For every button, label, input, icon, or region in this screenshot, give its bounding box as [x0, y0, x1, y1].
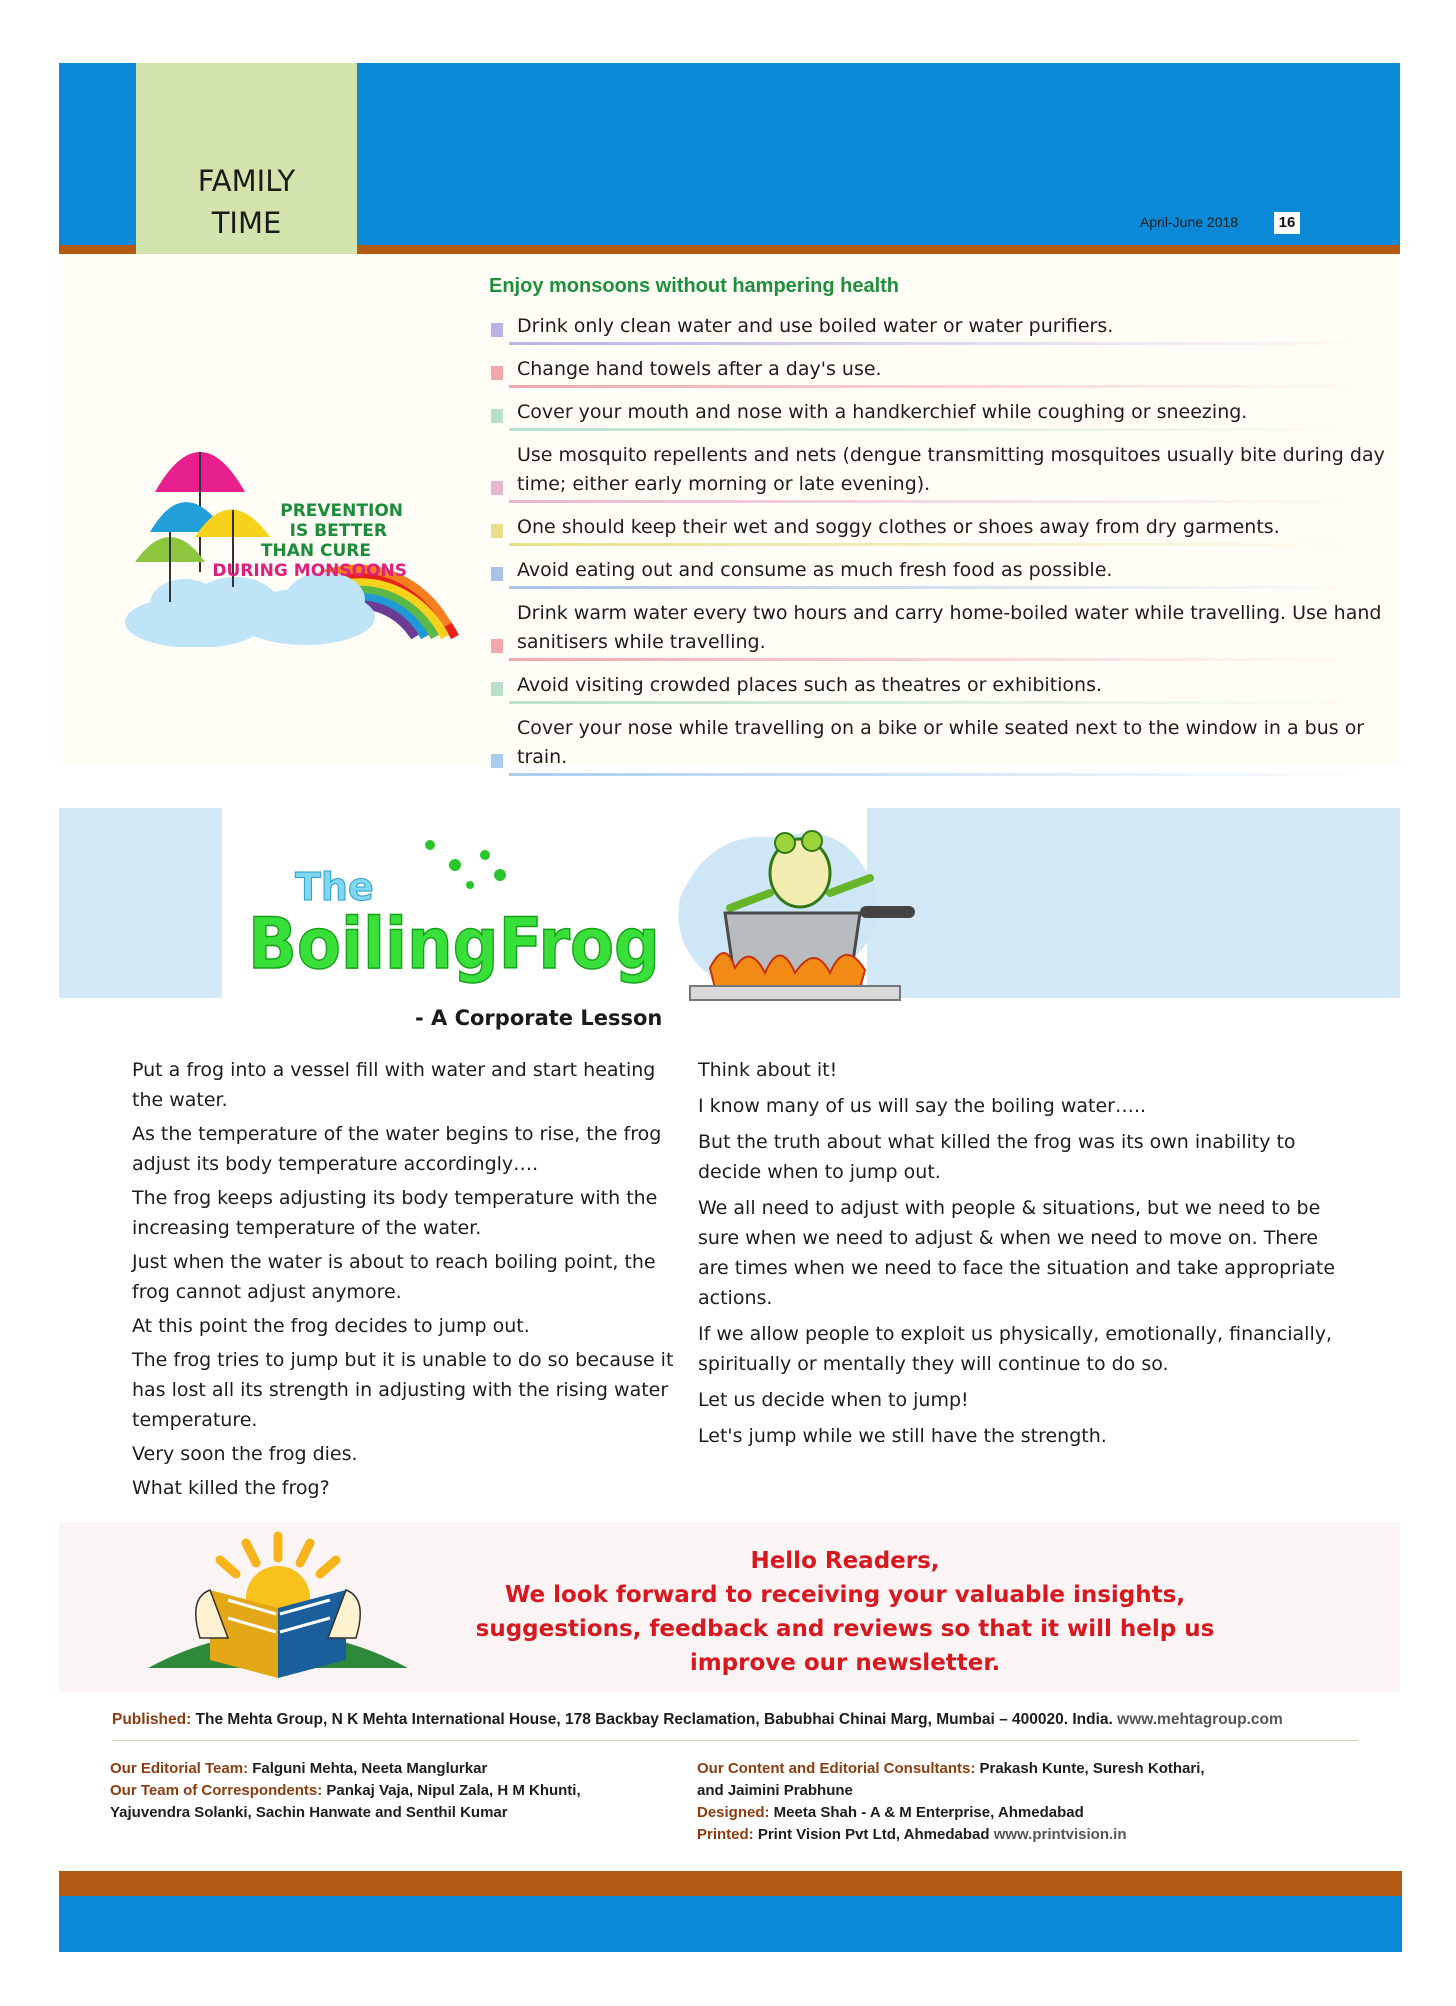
tip-text: Use mosquito repellents and nets (dengue transmitting mosquitoes usually bite during day time; either early morning or late evening).: [517, 444, 1385, 495]
story-paragraph: Put a frog into a vessel fill with water and start heating the water.: [132, 1059, 656, 1111]
page-number: 16: [1274, 212, 1300, 234]
footer-band: [59, 1896, 1402, 1952]
footer-accent-bar: [59, 1871, 1402, 1896]
frog-title-small: The: [295, 865, 374, 909]
story-paragraph: Let's jump while we still have the strength.: [698, 1425, 1107, 1447]
tip-text: Avoid eating out and consume as much fresh food as possible.: [517, 559, 1113, 581]
frog-in-pot-illustration: [670, 818, 920, 1008]
story-paragraph: But the truth about what killed the frog was its own inability to decide when to jump out.: [698, 1131, 1296, 1183]
tip-item: [489, 511, 1389, 546]
tip-item: [489, 712, 1389, 776]
tip-item: [489, 439, 1389, 503]
story-paragraph: The frog tries to jump but it is unable to do so because it has lost all its strength in adjusting with the rising water temperature.: [132, 1349, 674, 1431]
tip-bullet-icon: [491, 524, 503, 538]
art-text-line2: IS BETTER: [289, 521, 387, 541]
tip-bullet-icon: [491, 323, 503, 337]
tip-text: One should keep their wet and soggy clothes or shoes away from dry garments.: [517, 516, 1280, 538]
tip-bullet-icon: [491, 567, 503, 581]
tip-text: Avoid visiting crowded places such as theatres or exhibitions.: [517, 674, 1103, 696]
consultants-text-cont: and Jaimini Prabhune: [697, 1782, 853, 1799]
art-text-line4: DURING MONSOONS: [212, 561, 407, 581]
bubble-icon: [425, 840, 506, 889]
story-paragraph: Think about it!: [698, 1059, 838, 1081]
publisher-line: [112, 1711, 1362, 1729]
tip-text: Drink warm water every two hours and carry home-boiled water while travelling. Use hand sanitisers while travelling.: [517, 602, 1382, 653]
correspondents-label: Our Team of Correspondents:: [110, 1782, 323, 1799]
correspondents-text: Pankaj Vaja, Nipul Zala, H M Khunti,: [322, 1782, 581, 1799]
issue-date: April-June 2018: [1140, 214, 1239, 230]
published-url[interactable]: www.mehtagroup.com: [1117, 1711, 1283, 1728]
boiling-frog-title-art: [240, 830, 670, 1000]
story-paragraph: Very soon the frog dies.: [132, 1443, 358, 1465]
tip-item: [489, 396, 1389, 431]
tip-underline: [509, 586, 1369, 589]
tip-item: [489, 669, 1389, 704]
tip-bullet-icon: [491, 639, 503, 653]
cloud-icon: [125, 572, 375, 647]
published-label: Published:: [112, 1711, 192, 1728]
tip-underline: [509, 701, 1369, 704]
tip-bullet-icon: [491, 366, 503, 380]
tip-underline: [509, 500, 1369, 503]
story-paragraph: As the temperature of the water begins to rise, the frog adjust its body temperature accordingly….: [132, 1123, 662, 1175]
story-paragraph: I know many of us will say the boiling water…..: [698, 1095, 1147, 1117]
story-paragraph: The frog keeps adjusting its body temperature with the increasing temperature of the water.: [132, 1187, 658, 1239]
frog-subtitle: - A Corporate Lesson: [415, 1006, 663, 1030]
readers-greeting: Hello Readers,: [750, 1548, 940, 1574]
tip-underline: [509, 385, 1369, 388]
tip-underline: [509, 773, 1369, 776]
tip-underline: [509, 658, 1369, 661]
tip-item: [489, 597, 1389, 661]
printed-label: Printed:: [697, 1826, 754, 1843]
tip-bullet-icon: [491, 682, 503, 696]
story-paragraph: What killed the frog?: [132, 1477, 330, 1499]
tip-bullet-icon: [491, 754, 503, 768]
editorial-text: Falguni Mehta, Neeta Manglurkar: [248, 1760, 488, 1777]
tip-underline: [509, 543, 1369, 546]
tip-text: Cover your nose while travelling on a bike or while seated next to the window in a bus or train.: [517, 717, 1365, 768]
frog-title-large: BoilingFrog: [248, 903, 660, 985]
editorial-label: Our Editorial Team:: [110, 1760, 249, 1777]
tips-list: [489, 310, 1389, 784]
art-text-line1: PREVENTION: [280, 501, 403, 521]
art-text-line3: THAN CURE: [260, 541, 371, 561]
story-left-column: [132, 1055, 680, 1507]
tip-text: Cover your mouth and nose with a handkerchief while coughing or sneezing.: [517, 401, 1248, 423]
tip-underline: [509, 428, 1369, 431]
section-title-line1: FAMILY: [197, 164, 296, 198]
tip-item: [489, 554, 1389, 589]
printed-text: Print Vision Pvt Ltd, Ahmedabad: [753, 1826, 994, 1843]
tip-item: [489, 310, 1389, 345]
story-right-column: [698, 1055, 1338, 1457]
tip-bullet-icon: [491, 481, 503, 495]
monsoon-heading: Enjoy monsoons without hampering health: [489, 275, 900, 297]
tip-text: Drink only clean water and use boiled water or water purifiers.: [517, 315, 1114, 337]
story-paragraph: Just when the water is about to reach boiling point, the frog cannot adjust anymore.: [132, 1251, 656, 1303]
printed-url[interactable]: www.printvision.in: [993, 1826, 1127, 1843]
tip-underline: [509, 342, 1369, 345]
story-paragraph: We all need to adjust with people & situations, but we need to be sure when we need to adjust & when we need to move on. There are times when we need to face the situation and take appropriate actions.: [698, 1197, 1336, 1309]
readers-message: [440, 1544, 1250, 1680]
credits-divider: [112, 1740, 1358, 1741]
reading-book-sun-logo: [148, 1528, 408, 1680]
consultants-label: Our Content and Editorial Consultants:: [697, 1760, 976, 1777]
section-title-line2: TIME: [211, 206, 282, 240]
correspondents-text-cont: Yajuvendra Solanki, Sachin Hanwate and Senthil Kumar: [110, 1804, 508, 1821]
designed-label: Designed:: [697, 1804, 770, 1821]
stove-icon: [690, 986, 900, 1000]
story-paragraph: Let us decide when to jump!: [698, 1389, 969, 1411]
readers-body: We look forward to receiving your valuable insights, suggestions, feedback and reviews so that it will help us improve our newsletter.: [475, 1582, 1215, 1676]
tip-text: Change hand towels after a day's use.: [517, 358, 882, 380]
credits-right: [697, 1758, 1317, 1846]
published-text: The Mehta Group, N K Mehta International House, 178 Backbay Reclamation, Babubhai Chinai Marg, Mumbai – 400020. India.: [191, 1711, 1118, 1728]
monsoon-rainbow-umbrella-illustration: [125, 412, 465, 647]
tip-item: [489, 353, 1389, 388]
consultants-text: Prakash Kunte, Suresh Kothari,: [975, 1760, 1205, 1777]
designed-text: Meeta Shah - A & M Enterprise, Ahmedabad: [769, 1804, 1084, 1821]
tip-bullet-icon: [491, 409, 503, 423]
story-paragraph: If we allow people to exploit us physically, emotionally, financially, spiritually or mentally they will continue to do so.: [698, 1323, 1333, 1375]
story-paragraph: At this point the frog decides to jump out.: [132, 1315, 530, 1337]
section-title: [136, 160, 357, 244]
credits-left: [110, 1758, 670, 1824]
